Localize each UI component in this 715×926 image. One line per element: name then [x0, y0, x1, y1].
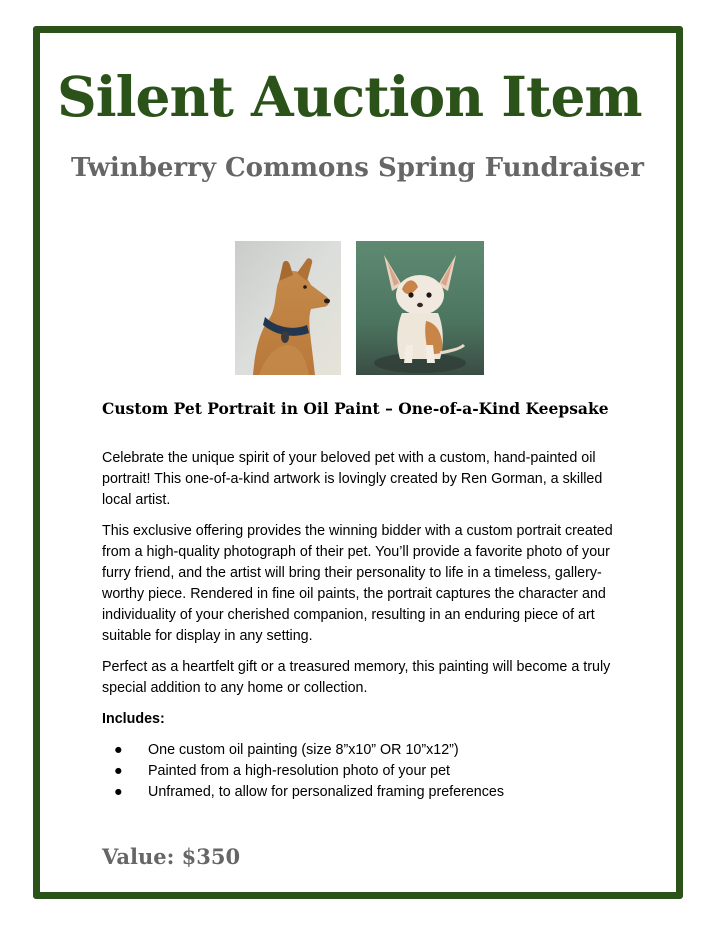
- list-item-text: Painted from a high-resolution photo of your pet: [148, 763, 451, 779]
- list-item: [102, 740, 622, 761]
- item-description: [102, 448, 622, 803]
- description-paragraph: Celebrate the unique spirit of your beloved pet with a custom, hand-painted oil portrait! This one-of-a-kind artwork is lovingly created by Ren Gorman, a skilled local artist.: [102, 450, 603, 508]
- list-item-text: One custom oil painting (size 8”x10” OR 10”x12”): [148, 742, 459, 758]
- item-heading: Custom Pet Portrait in Oil Paint – One-of-a-Kind Keepsake: [102, 399, 609, 418]
- dog-portrait-tan-dog-icon: [235, 241, 341, 375]
- list-item: [102, 782, 622, 803]
- page-title: Silent Auction Item: [57, 64, 642, 129]
- includes-list: [102, 740, 622, 803]
- page-subtitle: Twinberry Commons Spring Fundraiser: [71, 153, 644, 183]
- list-item-text: Unframed, to allow for personalized framing preferences: [148, 784, 505, 800]
- bullet-icon: ●: [114, 742, 123, 758]
- description-paragraph: Perfect as a heartfelt gift or a treasured memory, this painting will become a truly special addition to any home or collection.: [102, 659, 611, 696]
- description-paragraph: This exclusive offering provides the winning bidder with a custom portrait created from a high-quality photograph of their pet. You’ll provide a favorite photo of your furry friend, and the artist will bring their personality to life in a timeless, gallery-worthy piece. Rendered in fine oil paints, the portrait captures the character and individuality of your cherished companion, resulting in an enduring piece of art suitable for display in any setting.: [102, 523, 613, 644]
- dog-portrait-chihuahua-icon: [356, 241, 484, 375]
- bullet-icon: ●: [114, 784, 123, 800]
- list-item: [102, 761, 622, 782]
- item-value: Value: $350: [102, 844, 241, 869]
- bullet-icon: ●: [114, 763, 123, 779]
- includes-label: Includes:: [102, 711, 165, 727]
